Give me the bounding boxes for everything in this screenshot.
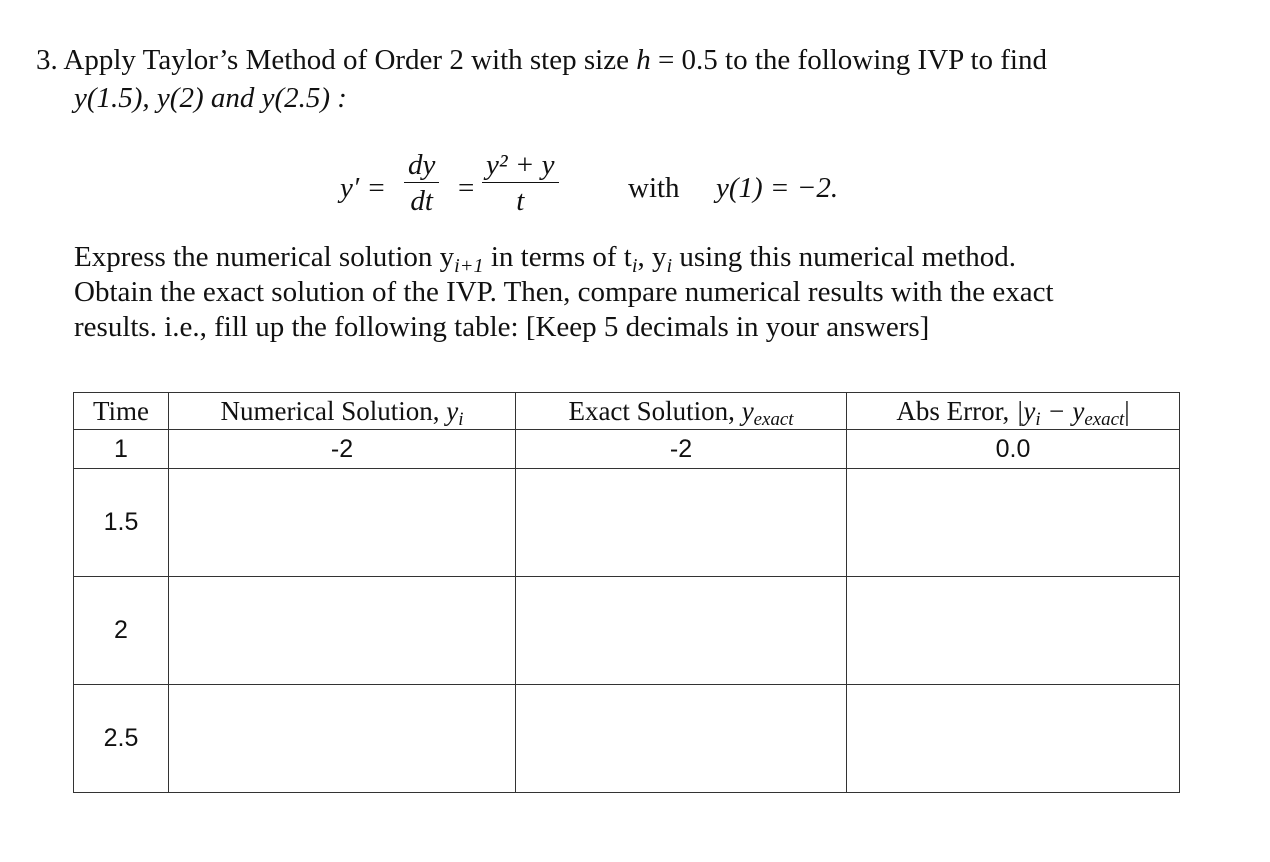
- fraction-rhs-numerator: y² + y: [482, 150, 559, 183]
- results-table: [73, 392, 1180, 793]
- instructions-line-3: results. i.e., fill up the following table: [Keep 5 decimals in your answers]: [74, 311, 930, 343]
- cell-numerical: -2: [169, 430, 516, 469]
- header-exact-sub: exact: [753, 408, 794, 430]
- table-row: [74, 685, 1180, 793]
- header-error-mid: − y: [1040, 395, 1085, 426]
- cell-numerical-answer[interactable]: [169, 577, 516, 685]
- cell-error: 0.0: [847, 430, 1180, 469]
- fraction-dy-dt-numerator: dy: [404, 150, 439, 183]
- header-error-text: Abs Error,: [896, 395, 1016, 426]
- header-time: Time: [74, 393, 169, 430]
- cell-numerical-answer[interactable]: [169, 685, 516, 793]
- table-row: [74, 577, 1180, 685]
- equation-equals: =: [458, 172, 475, 204]
- header-numerical: [169, 393, 516, 430]
- problem-intro-end: to the following IVP to find: [725, 44, 1047, 76]
- instructions-text-a: Express the numerical solution y: [74, 241, 455, 273]
- subscript-i-t: i: [631, 254, 638, 277]
- equation-lhs: y′ =: [340, 172, 387, 204]
- fraction-dy-dt-denominator: dt: [410, 185, 433, 217]
- cell-time: 2.5: [74, 685, 169, 793]
- cell-time: 1: [74, 430, 169, 469]
- cell-numerical-answer[interactable]: [169, 469, 516, 577]
- cell-exact-answer[interactable]: [516, 685, 847, 793]
- instructions-text-c: , y: [637, 241, 667, 273]
- problem-number: 3.: [36, 44, 58, 76]
- cell-exact: -2: [516, 430, 847, 469]
- cell-error-answer[interactable]: [847, 577, 1180, 685]
- header-error-sub2: exact: [1084, 408, 1125, 430]
- fraction-rhs-denominator: t: [516, 185, 525, 217]
- header-numerical-text: Numerical Solution,: [220, 395, 447, 426]
- table-row: [74, 430, 1180, 469]
- header-exact-var: y: [741, 395, 754, 426]
- header-numerical-var: y: [446, 395, 459, 426]
- instructions-line-1: [74, 241, 1017, 277]
- header-numerical-sub: i: [458, 408, 464, 430]
- problem-targets: y(1.5), y(2) and y(2.5) :: [74, 82, 347, 114]
- initial-condition: y(1) = −2.: [716, 172, 839, 204]
- problem-statement-line-1: [36, 44, 1047, 77]
- header-error: [847, 393, 1180, 430]
- instructions-line-2: Obtain the exact solution of the IVP. Then, compare numerical results with the exact: [74, 276, 1054, 308]
- cell-exact-answer[interactable]: [516, 577, 847, 685]
- with-label: with: [628, 172, 680, 204]
- subscript-i-y: i: [666, 254, 673, 277]
- subscript-i-plus-1: i+1: [454, 254, 484, 277]
- header-exact: [516, 393, 847, 430]
- problem-intro: Apply Taylor’s Method of Order 2 with step size: [63, 44, 629, 76]
- cell-exact-answer[interactable]: [516, 469, 847, 577]
- table-header-row: [74, 393, 1180, 430]
- header-error-sub1: i: [1035, 408, 1041, 430]
- header-error-end: |: [1124, 395, 1130, 426]
- fraction-dy-dt: [404, 150, 439, 217]
- header-exact-text: Exact Solution,: [568, 395, 742, 426]
- cell-time: 2: [74, 577, 169, 685]
- table-row: [74, 469, 1180, 577]
- step-size-variable: h: [636, 44, 651, 76]
- instructions-text-d: using this numerical method.: [672, 241, 1017, 273]
- header-error-expr: |y: [1016, 395, 1036, 426]
- fraction-rhs: [482, 150, 559, 217]
- cell-error-answer[interactable]: [847, 685, 1180, 793]
- cell-time: 1.5: [74, 469, 169, 577]
- step-size-value: = 0.5: [650, 44, 718, 76]
- cell-error-answer[interactable]: [847, 469, 1180, 577]
- instructions-text-b: in terms of t: [483, 241, 632, 273]
